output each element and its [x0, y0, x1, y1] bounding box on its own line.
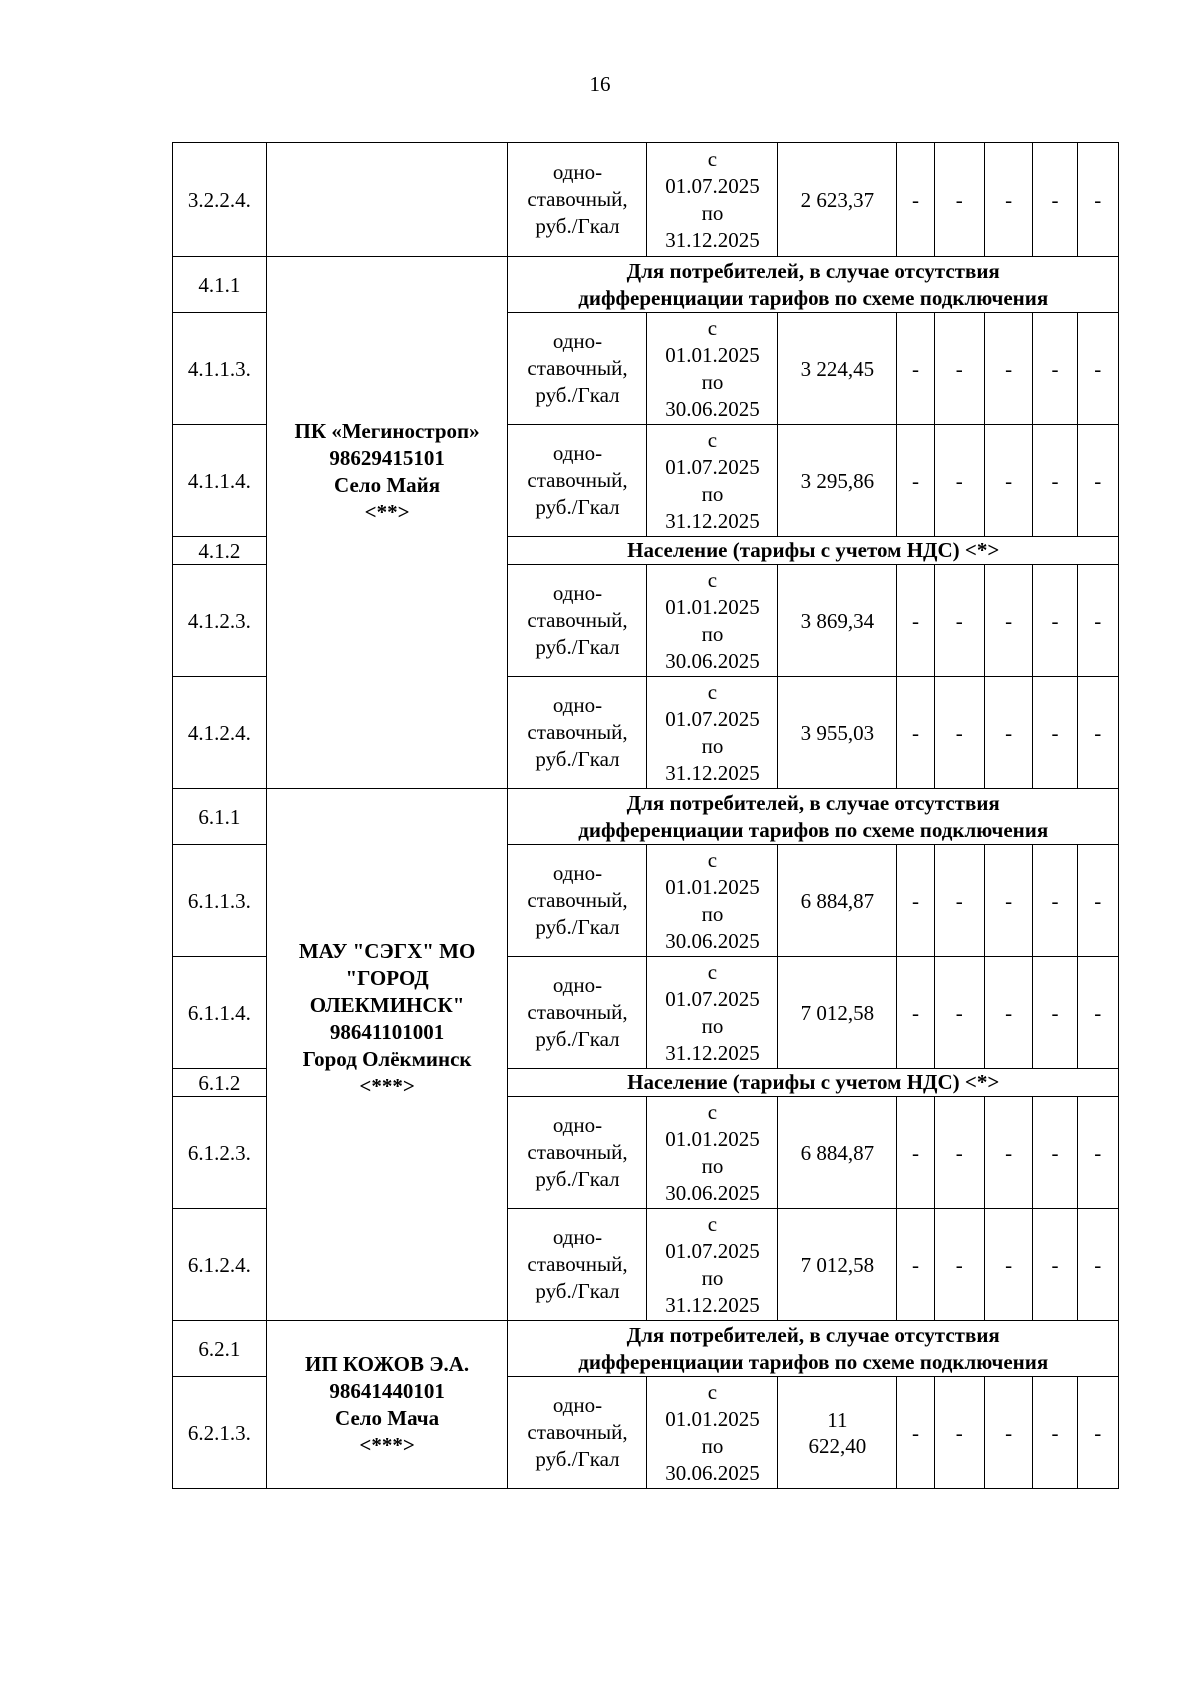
organization-line: 98641440101 [329, 1379, 445, 1403]
empty-value: - [1033, 677, 1077, 789]
organization-line: ПК «Мегиностроп» [294, 419, 480, 443]
period [647, 425, 778, 537]
period-line: 01.07.2025 [665, 1238, 760, 1263]
section-title-line: Для потребителей, в случае отсутствия [626, 790, 1000, 815]
tariff-value-line: 11 [827, 1407, 848, 1432]
empty-value: - [984, 1097, 1032, 1209]
period-line: 01.01.2025 [665, 1406, 760, 1431]
tariff-value: 3 295,86 [778, 425, 897, 537]
empty-value: - [984, 957, 1032, 1069]
empty-value: - [1033, 957, 1077, 1069]
empty-value: - [897, 845, 934, 957]
rate-type-line: руб./Гкал [535, 1027, 620, 1051]
organization-line: "ГОРОД [345, 966, 429, 990]
tariff-value: 2 623,37 [778, 143, 897, 257]
period [647, 565, 778, 677]
empty-value: - [897, 565, 934, 677]
period-line: по [701, 901, 724, 926]
row-code: 6.1.1.4. [173, 957, 267, 1069]
empty-value: - [934, 313, 984, 425]
organization-line: <***> [359, 1433, 415, 1457]
section-header-row [173, 789, 1119, 845]
rate-type-line: ставочный, [527, 1000, 628, 1024]
rate-type-line: одно- [552, 441, 603, 465]
rate-type-line: одно- [552, 160, 603, 184]
empty-value: - [934, 565, 984, 677]
empty-value: - [897, 313, 934, 425]
period-line: 30.06.2025 [665, 396, 760, 421]
rate-type-line: одно- [552, 329, 603, 353]
section-title [508, 257, 1119, 313]
empty-value: - [897, 957, 934, 1069]
empty-value: - [1033, 425, 1077, 537]
rate-type-line: руб./Гкал [535, 747, 620, 771]
rate-type-line: руб./Гкал [535, 1279, 620, 1303]
period-line: 01.01.2025 [665, 342, 760, 367]
empty-value: - [897, 1097, 934, 1209]
organization-line: <***> [359, 1074, 415, 1098]
rate-type-line: руб./Гкал [535, 1447, 620, 1471]
period-line: 01.01.2025 [665, 1126, 760, 1151]
row-code: 4.1.1.3. [173, 313, 267, 425]
row-code: 6.1.2.4. [173, 1209, 267, 1321]
rate-type-line: ставочный, [527, 468, 628, 492]
row-code: 6.2.1.3. [173, 1377, 267, 1489]
rate-type-line: ставочный, [527, 356, 628, 380]
organization-line: МАУ "СЭГХ" МО [298, 939, 476, 963]
section-title-line: дифференциации тарифов по схеме подключения [578, 285, 1049, 310]
period-line: по [701, 1153, 724, 1178]
page-number: 16 [589, 72, 611, 96]
period-line: по [701, 1013, 724, 1038]
period-line: по [701, 1265, 724, 1290]
period-line: с [707, 847, 718, 872]
rate-type-line: ставочный, [527, 187, 628, 211]
empty-value: - [1077, 1097, 1118, 1209]
tariff-value [778, 1377, 897, 1489]
period-line: по [701, 369, 724, 394]
rate-type [508, 1097, 647, 1209]
period-line: 30.06.2025 [665, 1180, 760, 1205]
empty-value: - [934, 1377, 984, 1489]
empty-value: - [1033, 1377, 1077, 1489]
row-code: 6.1.2 [173, 1069, 267, 1097]
section-title-line: Для потребителей, в случае отсутствия [626, 258, 1000, 283]
period-line: 31.12.2025 [665, 508, 760, 533]
period-line: 01.01.2025 [665, 594, 760, 619]
tariff-value: 3 224,45 [778, 313, 897, 425]
rate-type-line: руб./Гкал [535, 635, 620, 659]
period-line: 31.12.2025 [665, 760, 760, 785]
rate-type-line: одно- [552, 693, 603, 717]
period [647, 677, 778, 789]
period-line: 31.12.2025 [665, 1292, 760, 1317]
empty-value: - [934, 1097, 984, 1209]
empty-value: - [934, 143, 984, 257]
section-title [508, 1069, 1119, 1097]
period-line: с [707, 679, 718, 704]
period-line: с [707, 1099, 718, 1124]
section-title-line: дифференциации тарифов по схеме подключения [578, 1349, 1049, 1374]
period-line: с [707, 1379, 718, 1404]
period-line: 01.07.2025 [665, 986, 760, 1011]
spacer [267, 258, 508, 418]
empty-value: - [1077, 565, 1118, 677]
empty-value: - [1077, 313, 1118, 425]
period-line: с [707, 1211, 718, 1236]
organization-line: ИП КОЖОВ Э.А. [304, 1352, 470, 1376]
empty-value: - [1077, 143, 1118, 257]
period [647, 1377, 778, 1489]
period-line: 30.06.2025 [665, 928, 760, 953]
period-line: с [707, 959, 718, 984]
empty-value: - [1077, 677, 1118, 789]
tariff-value: 7 012,58 [778, 957, 897, 1069]
period [647, 1209, 778, 1321]
period-line: по [701, 481, 724, 506]
period-line: 31.12.2025 [665, 227, 760, 252]
rate-type-line: руб./Гкал [535, 1167, 620, 1191]
tariff-value: 7 012,58 [778, 1209, 897, 1321]
empty-value: - [984, 425, 1032, 537]
rate-type [508, 143, 647, 257]
empty-value: - [897, 1209, 934, 1321]
section-title [508, 789, 1119, 845]
empty-value: - [1033, 143, 1077, 257]
rate-type-line: руб./Гкал [535, 383, 620, 407]
period-line: 30.06.2025 [665, 1460, 760, 1485]
row-code: 4.1.2.3. [173, 565, 267, 677]
empty-value: - [984, 1209, 1032, 1321]
row-code: 6.1.1.3. [173, 845, 267, 957]
empty-value: - [1033, 845, 1077, 957]
empty-value: - [897, 425, 934, 537]
rate-type [508, 425, 647, 537]
rate-type-line: одно- [552, 1225, 603, 1249]
rate-type-line: руб./Гкал [535, 214, 620, 238]
row-code: 3.2.2.4. [173, 143, 267, 257]
empty-value: - [934, 425, 984, 537]
rate-type [508, 1377, 647, 1489]
row-code: 4.1.1.4. [173, 425, 267, 537]
rate-type-line: ставочный, [527, 1420, 628, 1444]
row-code: 6.1.1 [173, 789, 267, 845]
rate-type [508, 677, 647, 789]
rate-type-line: ставочный, [527, 608, 628, 632]
section-title [508, 537, 1119, 565]
period-line: 01.07.2025 [665, 454, 760, 479]
tariff-table [172, 142, 1119, 1489]
organization-line: Город Олёкминск [302, 1047, 472, 1071]
rate-type-line: одно- [552, 1113, 603, 1137]
rate-type-line: ставочный, [527, 888, 628, 912]
tariff-value: 6 884,87 [778, 845, 897, 957]
section-header-row [173, 1321, 1119, 1377]
empty-value: - [1077, 425, 1118, 537]
empty-value: - [1033, 313, 1077, 425]
empty-value: - [897, 143, 934, 257]
empty-value: - [934, 845, 984, 957]
organization-cell [266, 789, 508, 1321]
rate-type [508, 313, 647, 425]
organization-line: ОЛЕКМИНСК" [309, 993, 465, 1017]
section-title-line: Для потребителей, в случае отсутствия [626, 1322, 1000, 1347]
period-line: 01.01.2025 [665, 874, 760, 899]
rate-type-line: одно- [552, 861, 603, 885]
period-line: с [707, 315, 718, 340]
period-line: по [701, 733, 724, 758]
period [647, 845, 778, 957]
row-code: 6.2.1 [173, 1321, 267, 1377]
organization-line: 98629415101 [329, 446, 445, 470]
tariff-row [173, 143, 1119, 257]
empty-value: - [1033, 565, 1077, 677]
period-line: 01.07.2025 [665, 706, 760, 731]
row-code: 4.1.2 [173, 537, 267, 565]
rate-type-line: руб./Гкал [535, 495, 620, 519]
empty-value: - [984, 565, 1032, 677]
row-code: 4.1.2.4. [173, 677, 267, 789]
empty-value: - [897, 677, 934, 789]
organization-line: Село Майя [334, 473, 441, 497]
rate-type-line: одно- [552, 581, 603, 605]
row-code: 6.1.2.3. [173, 1097, 267, 1209]
period-line: 01.07.2025 [665, 173, 760, 198]
rate-type-line: ставочный, [527, 1252, 628, 1276]
organization-line: Село Мача [335, 1406, 440, 1430]
tariff-value: 6 884,87 [778, 1097, 897, 1209]
rate-type-line: ставочный, [527, 1140, 628, 1164]
empty-value: - [1077, 1209, 1118, 1321]
period-line: с [707, 567, 718, 592]
row-code: 4.1.1 [173, 257, 267, 313]
rate-type-line: руб./Гкал [535, 915, 620, 939]
rate-type [508, 957, 647, 1069]
section-header-row [173, 257, 1119, 313]
empty-value: - [984, 677, 1032, 789]
tariff-value: 3 869,34 [778, 565, 897, 677]
period-line: с [707, 427, 718, 452]
period-line: с [707, 146, 718, 171]
empty-value: - [1033, 1097, 1077, 1209]
empty-value: - [1077, 957, 1118, 1069]
empty-value: - [934, 677, 984, 789]
section-title-line: Население (тарифы с учетом НДС) <*> [627, 538, 1000, 562]
empty-value: - [897, 1377, 934, 1489]
empty-value: - [984, 845, 1032, 957]
rate-type [508, 565, 647, 677]
empty-value: - [934, 957, 984, 1069]
period [647, 313, 778, 425]
period-line: 31.12.2025 [665, 1040, 760, 1065]
rate-type [508, 845, 647, 957]
tariff-value-line: 622,40 [808, 1433, 867, 1458]
period-line: по [701, 200, 724, 225]
empty-value: - [1077, 845, 1118, 957]
empty-value: - [1077, 1377, 1118, 1489]
rate-type-line: ставочный, [527, 720, 628, 744]
empty-value: - [984, 313, 1032, 425]
organization-line: <**> [364, 500, 410, 524]
rate-type-line: одно- [552, 973, 603, 997]
organization-line: 98641101001 [329, 1020, 445, 1044]
spacer [267, 790, 508, 938]
period-line: по [701, 1433, 724, 1458]
tariff-value: 3 955,03 [778, 677, 897, 789]
period [647, 957, 778, 1069]
empty-value: - [984, 1377, 1032, 1489]
section-title [508, 1321, 1119, 1377]
organization-cell [266, 257, 508, 789]
period [647, 143, 778, 257]
rate-type [508, 1209, 647, 1321]
empty-value: - [1033, 1209, 1077, 1321]
section-title-line: Население (тарифы с учетом НДС) <*> [627, 1070, 1000, 1094]
period-line: 30.06.2025 [665, 648, 760, 673]
period-line: по [701, 621, 724, 646]
organization-cell [266, 143, 508, 257]
rate-type-line: одно- [552, 1393, 603, 1417]
empty-value: - [984, 143, 1032, 257]
section-title-line: дифференциации тарифов по схеме подключения [578, 817, 1049, 842]
period [647, 1097, 778, 1209]
tariff-table-body [173, 143, 1119, 1489]
organization-cell [266, 1321, 508, 1489]
empty-value: - [934, 1209, 984, 1321]
